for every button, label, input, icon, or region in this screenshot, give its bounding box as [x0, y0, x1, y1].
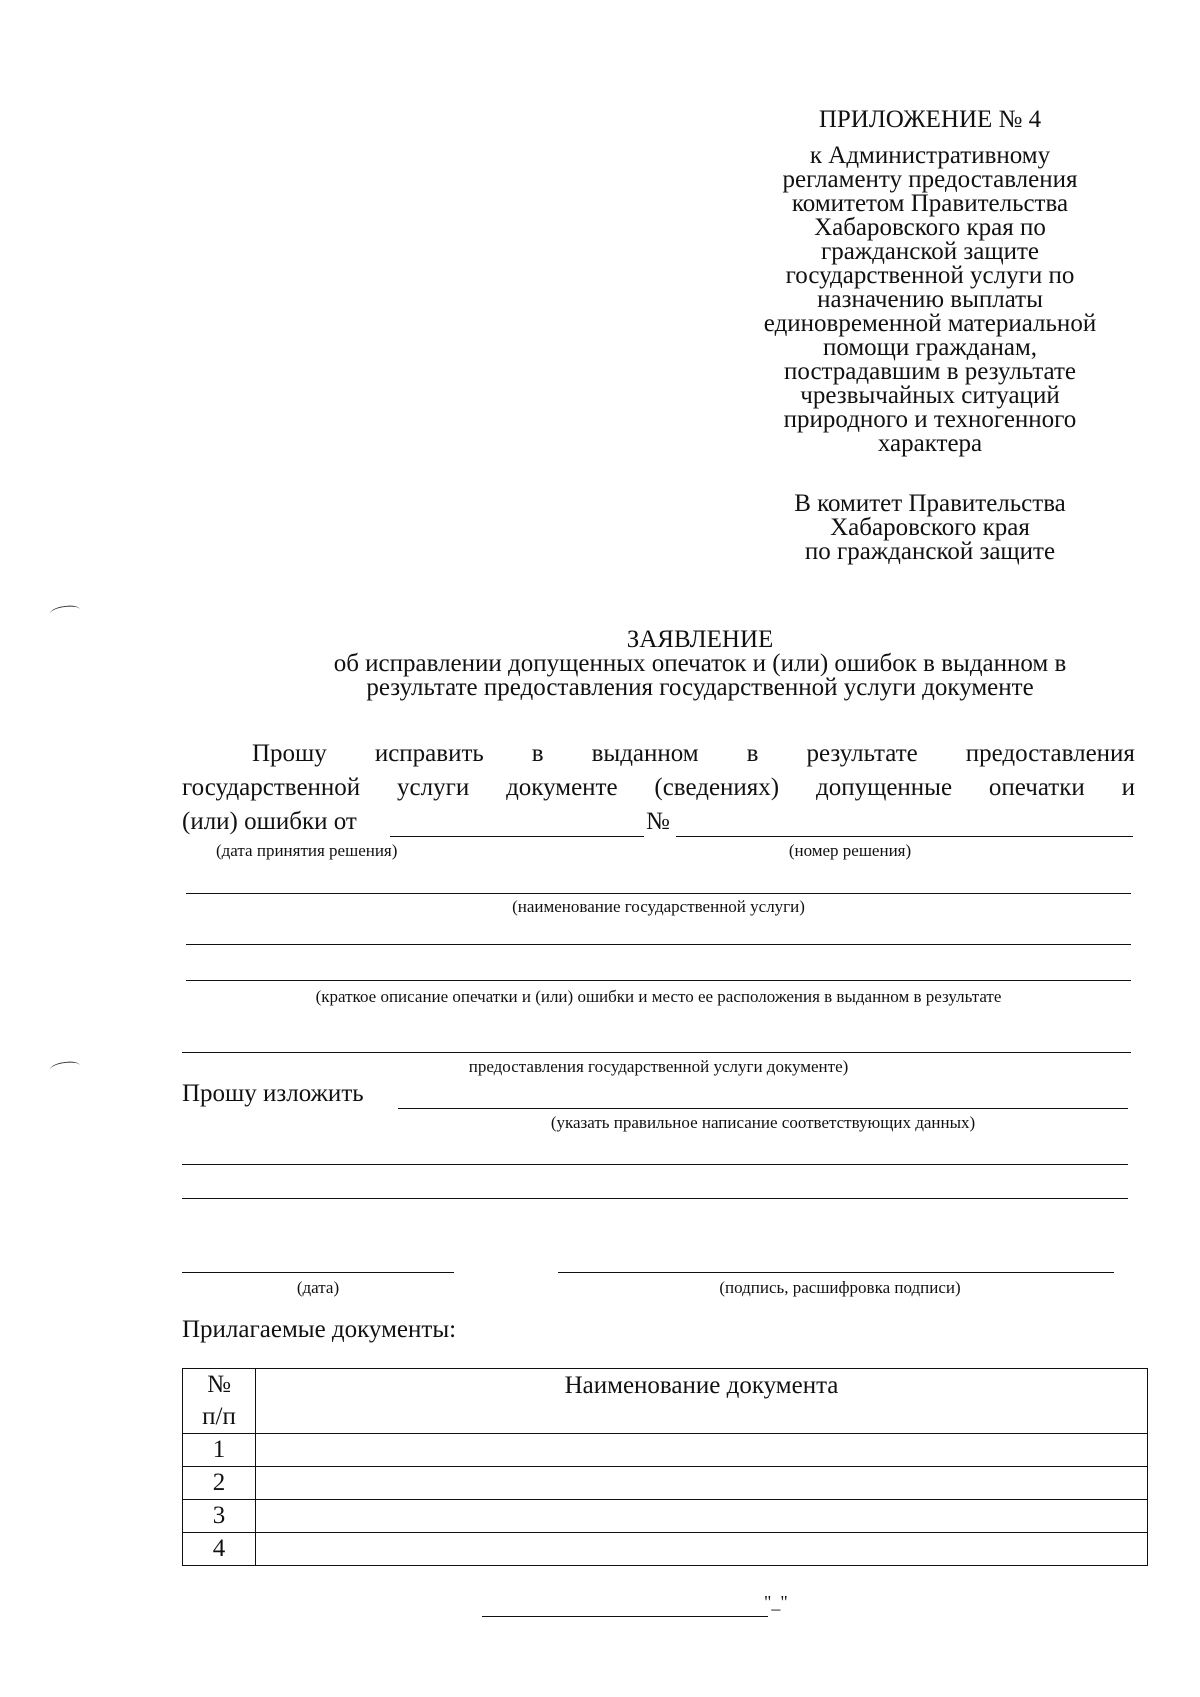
word: исправить — [374, 740, 484, 767]
signature-note: (подпись, расшифровка подписи) — [719, 1278, 961, 1297]
appendix-line: помощи гражданам, — [822, 334, 1038, 361]
table-header-row — [183, 1369, 1148, 1434]
row-document-cell[interactable] — [256, 1467, 1148, 1500]
statement-title: ЗАЯВЛЕНИЕ — [626, 626, 774, 653]
word: услуги — [397, 774, 470, 801]
row-number: 1 — [183, 1434, 256, 1467]
correct-data-note: (указать правильное написание соответствующих данных) — [550, 1113, 976, 1132]
header-name-label: Наименование документа — [564, 1372, 839, 1399]
statement-title-block — [180, 628, 1200, 700]
appendix-line: к Административному — [809, 142, 1051, 169]
row-number: 3 — [183, 1500, 256, 1533]
word: результате — [806, 740, 918, 767]
appendix-line: государственной услуги по — [785, 262, 1075, 289]
word: выданном — [591, 740, 699, 767]
description-note-line-1: (краткое описание опечатки и (или) ошибки и место ее расположения в выданном в результате — [315, 987, 1002, 1006]
attached-documents-table — [182, 1368, 1148, 1566]
scan-mark — [49, 1060, 80, 1075]
word: допущенные — [815, 774, 953, 801]
paragraph-line-2 — [182, 774, 1135, 802]
decision-date-field[interactable] — [390, 836, 644, 837]
decision-number-note: (номер решения) — [788, 841, 912, 860]
table-row — [183, 1533, 1148, 1566]
table-header-num — [183, 1369, 256, 1434]
word: и — [1121, 774, 1135, 801]
appendix-line: чрезвычайных ситуаций — [800, 382, 1060, 409]
description-field-line[interactable] — [186, 944, 1131, 945]
appendix-line: природного и техногенного — [783, 406, 1077, 433]
header-num-line: п/п — [202, 1403, 236, 1430]
row-document-cell[interactable] — [256, 1533, 1148, 1566]
appendix-line: Хабаровского края по — [814, 214, 1046, 241]
footer-date-field[interactable] — [482, 1616, 768, 1617]
appendix-line: характера — [877, 430, 983, 457]
word: (сведениях) — [654, 774, 780, 801]
appendix-heading: ПРИЛОЖЕНИЕ № 4 — [818, 106, 1042, 133]
correct-data-field[interactable] — [398, 1108, 1128, 1109]
statement-subtitle-line: об исправлении допущенных опечаток и (или) ошибок в выданном в — [333, 650, 1067, 677]
decision-number-field[interactable] — [676, 836, 1133, 837]
recipient-line: В комитет Правительства — [794, 490, 1066, 517]
word: документе — [506, 774, 618, 801]
statement-subtitle-line: результате предоставления государственной услуги документе — [366, 674, 1034, 701]
appendix-line: гражданской защите — [820, 238, 1040, 265]
appendix-line: назначению выплаты — [817, 286, 1043, 313]
footer-date-quotes: "_" — [764, 1592, 788, 1612]
number-sign: № — [646, 808, 670, 835]
paragraph-line-3-prefix: (или) ошибки от — [182, 808, 357, 835]
appendix-line: единовременной материальной — [763, 310, 1097, 337]
service-name-field[interactable] — [186, 893, 1131, 894]
paragraph-line-1 — [252, 740, 1135, 768]
appendix-line: комитетом Правительства — [791, 190, 1069, 217]
header-num-line: № — [207, 1371, 231, 1398]
table-row — [183, 1467, 1148, 1500]
recipient-block — [700, 492, 1160, 564]
request-prefix: Прошу изложить — [182, 1080, 364, 1107]
description-field-line[interactable] — [186, 980, 1131, 981]
recipient-line: по гражданской защите — [804, 538, 1056, 565]
row-document-cell[interactable] — [256, 1500, 1148, 1533]
table-row — [183, 1500, 1148, 1533]
word: в — [746, 740, 759, 767]
service-name-note: (наименование государственной услуги) — [512, 897, 805, 916]
date-field[interactable] — [182, 1272, 454, 1273]
signature-field[interactable] — [558, 1272, 1114, 1273]
correct-data-field-line[interactable] — [182, 1198, 1128, 1199]
word: Прошу — [252, 740, 327, 767]
word: в — [531, 740, 544, 767]
date-note: (дата) — [296, 1278, 340, 1297]
word: опечатки — [988, 774, 1085, 801]
attached-heading: Прилагаемые документы: — [182, 1316, 457, 1343]
description-note-line-2: предоставления государственной услуги документе) — [468, 1057, 849, 1076]
row-document-cell[interactable] — [256, 1434, 1148, 1467]
table-row — [183, 1434, 1148, 1467]
row-number: 4 — [183, 1533, 256, 1566]
appendix-line: регламенту предоставления — [782, 166, 1078, 193]
scan-mark — [49, 604, 80, 619]
appendix-block — [700, 108, 1160, 456]
correct-data-field-line[interactable] — [182, 1164, 1128, 1165]
word: предоставления — [965, 740, 1135, 767]
recipient-line: Хабаровского края — [830, 514, 1030, 541]
row-number: 2 — [183, 1467, 256, 1500]
table-header-name — [256, 1369, 1148, 1434]
decision-date-note: (дата принятия решения) — [216, 841, 398, 860]
word: государственной — [182, 774, 361, 801]
appendix-line: пострадавшим в результате — [783, 358, 1077, 385]
description-field-line[interactable] — [182, 1052, 1131, 1053]
